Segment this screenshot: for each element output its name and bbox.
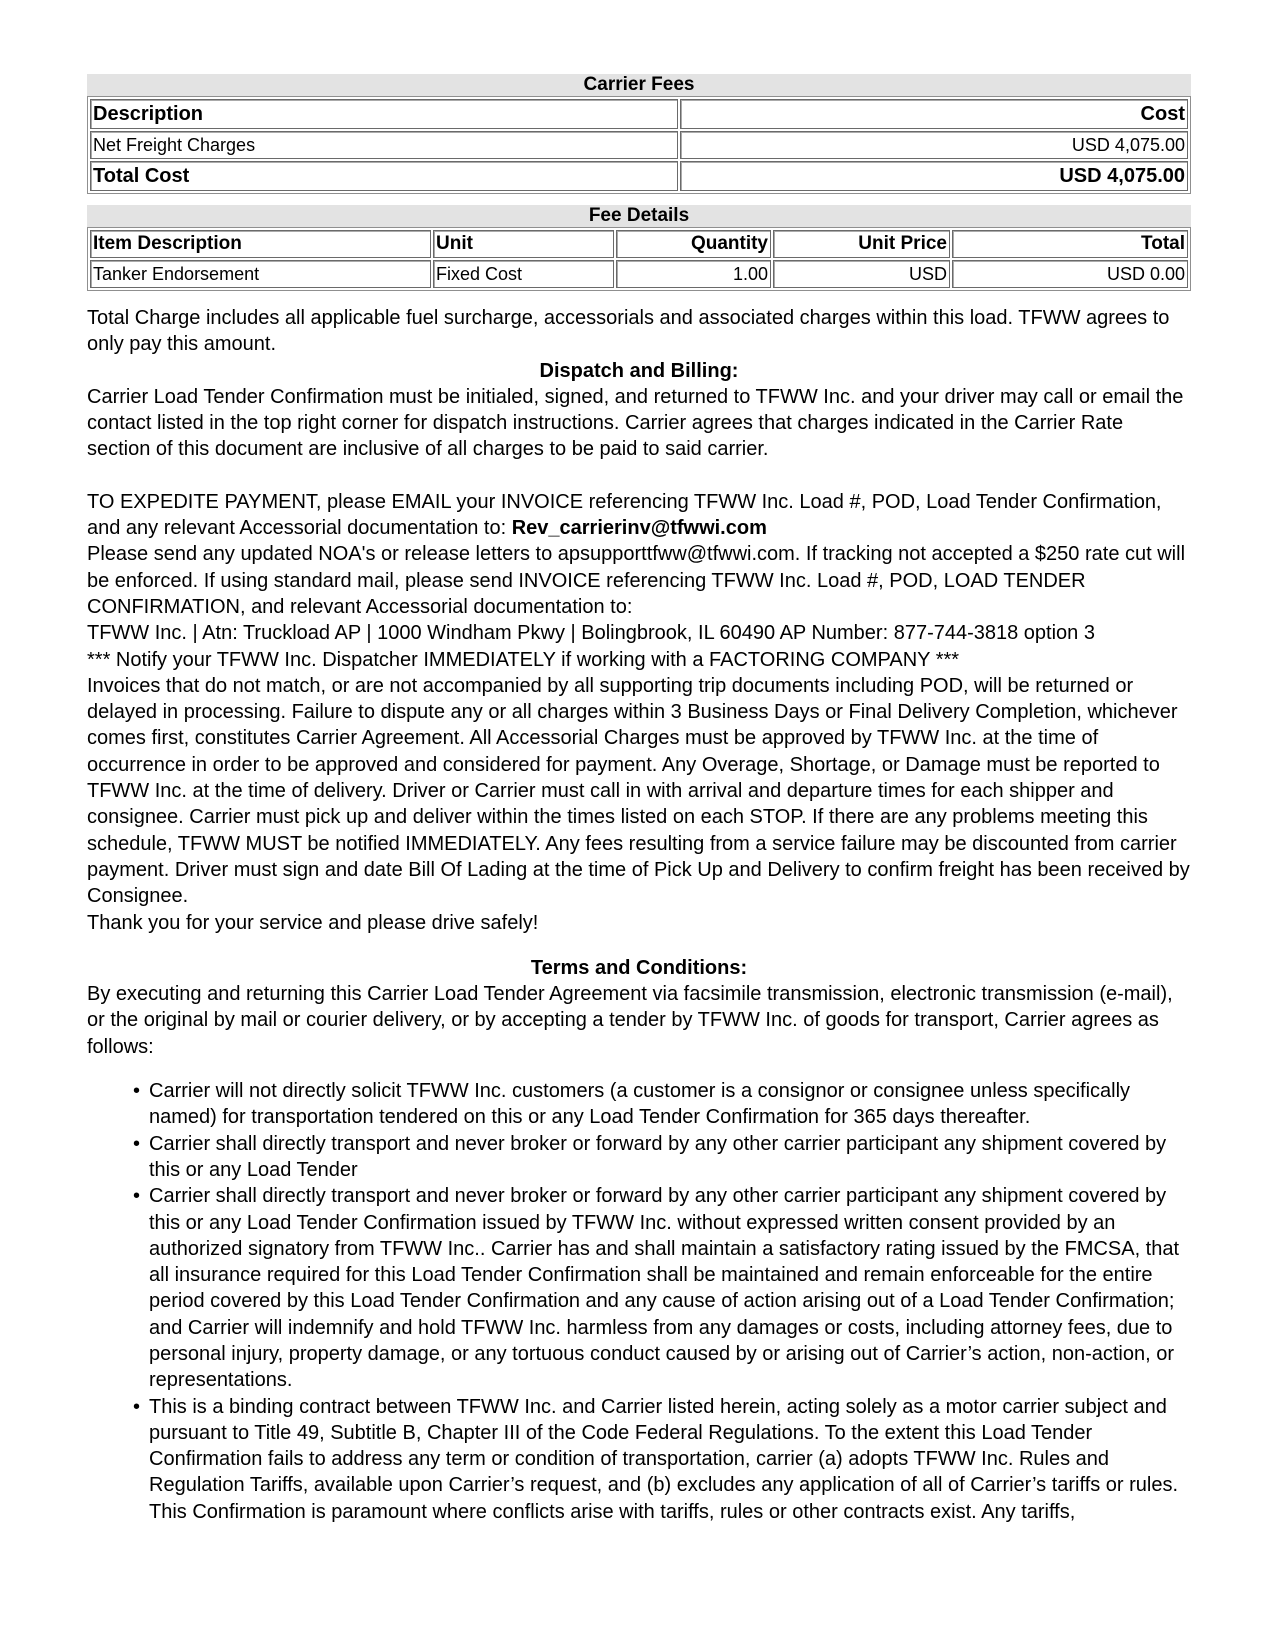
- invoices-paragraph: Invoices that do not match, or are not accompanied by all supporting trip documents including POD, will be returned or delayed in processing. Failure to dispute any or all charges within 3 Business Days or Final Delivery Completion, whichever comes first, constitutes Carrier Agreement. All Accessorial Charges must be approved by TFWW Inc. at the time of occurrence in order to be approved and considered for payment. Any Overage, Shortage, or Damage must be reported to TFWW Inc. at the time of delivery. Driver or Carrier must call in with arrival and departure times for each shipper and consignee. Carrier must pick up and deliver within the times listed on each STOP. If there are any problems meeting this schedule, TFWW MUST be notified IMMEDIATELY. Any fees resulting from a service failure may be discounted from carrier payment. Driver must sign and date Bill Of Lading at the time of Pick Up and Delivery to confirm freight has been received by Consignee.: [87, 674, 1190, 908]
- terms-list: [87, 1078, 1191, 1525]
- list-item: • Carrier shall directly transport and never broker or forward by any other carrier participant any shipment covered by this or any Load Tender Confirmation issued by TFWW Inc. without expressed written consent provided by an authorized signatory from TFWW Inc.. Carrier has and shall maintain a satisfactory rating issued by the FMCSA, that all insurance required for this Load Tender Confirmation shall be maintained and remain enforceable for the entire period covered by this Load Tender Confirmation and any cause of action arising out of a Load Tender Confirmation; and Carrier will indemnify and hold TFWW Inc. harmless from any damages or costs, including attorney fees, due to personal injury, property damage, or any tortuous conduct caused by or arising out of Carrier’s action, non-action, or representations.: [149, 1183, 1191, 1393]
- table-row: [90, 131, 1188, 159]
- unit-cell: Fixed Cost: [433, 260, 614, 288]
- quantity-cell: 1.00: [616, 260, 771, 288]
- table-row: [90, 260, 1188, 288]
- carrier-fees-table: [87, 96, 1191, 194]
- table-header-row: [90, 99, 1188, 129]
- invoice-email: Rev_carrierinv@tfwwi.com: [511, 517, 767, 540]
- fee-cost-cell: USD 4,075.00: [680, 131, 1188, 159]
- fee-description-cell: Net Freight Charges: [90, 131, 678, 159]
- thank-you-note: Thank you for your service and please drive safely!: [87, 911, 539, 934]
- column-header-cost: Cost: [680, 99, 1188, 129]
- fee-details-table: [87, 227, 1191, 291]
- column-header-total: Total: [952, 230, 1188, 258]
- dispatch-paragraph: Carrier Load Tender Confirmation must be initialed, signed, and returned to TFWW Inc. and your driver may call or email the contact listed in the top right corner for dispatch instructions. Carrier agrees that charges indicated in the Carrier Rate section of this document are inclusive of all charges to be paid to said carrier.: [87, 385, 1184, 461]
- mail-address: TFWW Inc. | Atn: Truckload AP | 1000 Windham Pkwy | Bolingbrook, IL 60490 AP Number: 877-744-3818 option 3: [87, 622, 1095, 645]
- table-header-row: [90, 230, 1188, 258]
- total-charge-note: Total Charge includes all applicable fuel surcharge, accessorials and associated charges within this load. TFWW agrees to only pay this amount.: [87, 307, 1170, 356]
- terms-heading: Terms and Conditions:: [530, 956, 748, 979]
- column-header-quantity: Quantity: [616, 230, 771, 258]
- column-header-unit: Unit: [433, 230, 614, 258]
- list-item: • Carrier will not directly solicit TFWW Inc. customers (a customer is a consignor or consignee unless specifically named) for transportation tendered on this or any Load Tender Confirmation for 365 days thereafter.: [149, 1078, 1191, 1131]
- document-page: [87, 74, 1191, 1525]
- noa-paragraph: Please send any updated NOA's or release letters to apsupporttfww@tfwwi.com. If tracking not accepted a $250 rate cut will be enforced. If using standard mail, please send INVOICE referencing TFWW Inc. Load #, POD, LOAD TENDER CONFIRMATION, and relevant Accessorial documentation to:: [87, 543, 1186, 618]
- carrier-fees-title: Carrier Fees: [87, 74, 1191, 96]
- expedite-text: TO EXPEDITE PAYMENT, please EMAIL your INVOICE referencing TFWW Inc. Load #, POD, Load Tender Confirmation, and any relevant Accessorial documentation to:: [87, 490, 1162, 540]
- spacer: [87, 463, 1191, 489]
- factoring-notice: *** Notify your TFWW Inc. Dispatcher IMMEDIATELY if working with a FACTORING COMPANY ***: [87, 648, 960, 671]
- document-body: [87, 305, 1191, 1525]
- column-header-description: Description: [90, 99, 678, 129]
- unit-price-cell: USD: [773, 260, 950, 288]
- column-header-item: Item Description: [90, 230, 431, 258]
- column-header-unit-price: Unit Price: [773, 230, 950, 258]
- total-cost-label: Total Cost: [90, 161, 678, 191]
- item-cell: Tanker Endorsement: [90, 260, 431, 288]
- fee-details-title: Fee Details: [87, 205, 1191, 227]
- total-cost-row: [90, 161, 1188, 191]
- list-item: • Carrier shall directly transport and never broker or forward by any other carrier participant any shipment covered by this or any Load Tender: [149, 1131, 1191, 1184]
- total-cell: USD 0.00: [952, 260, 1188, 288]
- dispatch-heading: Dispatch and Billing:: [539, 359, 739, 382]
- terms-intro: By executing and returning this Carrier Load Tender Agreement via facsimile transmission, electronic transmission (e-mail), or the original by mail or courier delivery, or by accepting a tender by TFWW Inc. of goods for transport, Carrier agrees as follows:: [87, 983, 1173, 1058]
- expedite-paragraph: [87, 489, 1191, 542]
- total-cost-value: USD 4,075.00: [680, 161, 1188, 191]
- list-item: • This is a binding contract between TFWW Inc. and Carrier listed herein, acting solely as a motor carrier subject and pursuant to Title 49, Subtitle B, Chapter III of the Code Federal Regulations. To the extent this Load Tender Confirmation fails to address any term or condition of transportation, carrier (a) adopts TFWW Inc. Rules and Regulation Tariffs, available upon Carrier’s request, and (b) excludes any application of all of Carrier’s tariffs or rules. This Confirmation is paramount where conflicts arise with tariffs, rules or other contracts exist. Any tariffs,: [149, 1394, 1191, 1525]
